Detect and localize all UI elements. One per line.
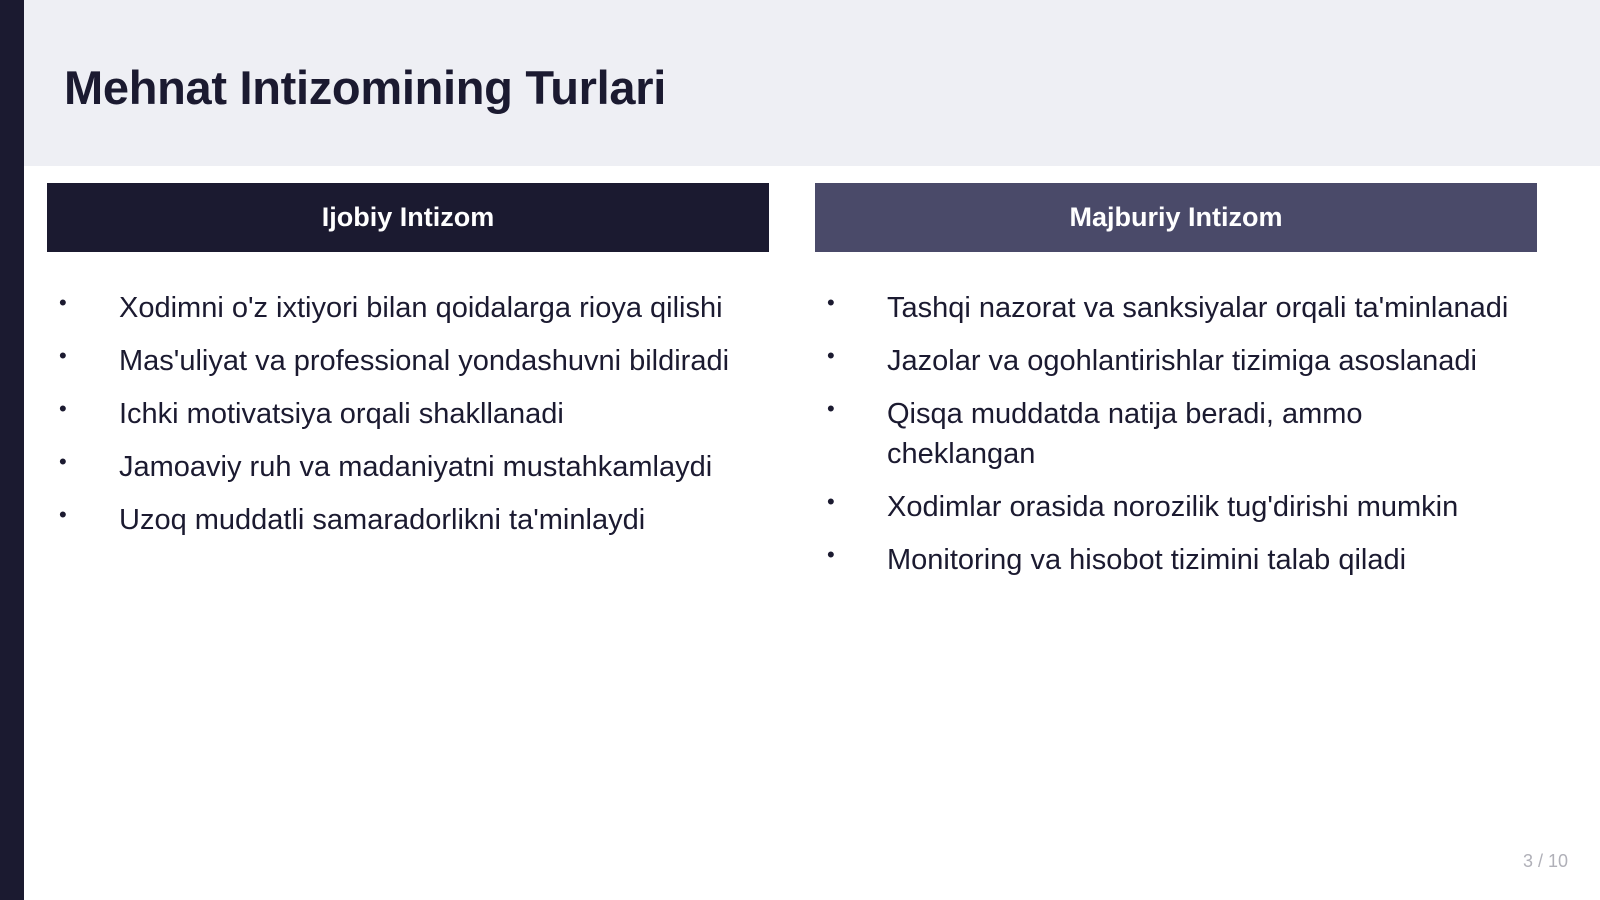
bullet-list-positive — [57, 288, 747, 553]
column-header-label: Ijobiy Intizom — [321, 202, 495, 232]
bullet-icon: • — [827, 489, 835, 514]
list-item-text: Qisqa muddatda natija beradi, ammo cheklangan — [887, 398, 1363, 470]
list-item-text: Jazolar va ogohlantirishlar tizimiga asoslanadi — [887, 345, 1477, 377]
list-item-text: Mas'uliyat va professional yondashuvni bildiradi — [119, 345, 730, 377]
list-item-text: Jamoaviy ruh va madaniyatni mustahkamlaydi — [119, 451, 713, 483]
list-item-text: Ichki motivatsiya orqali shakllanadi — [119, 398, 564, 430]
bullet-icon: • — [59, 290, 67, 315]
bullet-list-mandatory — [825, 288, 1515, 593]
list-item-text: Monitoring va hisobot tizimini talab qiladi — [887, 544, 1407, 576]
slide-title: Mehnat Intizomining Turlari — [64, 61, 667, 114]
bullet-icon: • — [827, 396, 835, 421]
left-accent-bar — [0, 0, 24, 900]
list-item — [57, 500, 747, 540]
list-item — [57, 341, 747, 381]
list-item — [825, 394, 1515, 474]
bullet-icon: • — [59, 343, 67, 368]
bullet-icon: • — [827, 542, 835, 567]
list-item-text: Xodimlar orasida norozilik tug'dirishi mumkin — [887, 491, 1459, 523]
bullet-icon: • — [827, 290, 835, 315]
list-item — [825, 487, 1515, 527]
bullet-icon: • — [827, 343, 835, 368]
column-header-positive — [47, 183, 769, 252]
column-header-mandatory — [815, 183, 1537, 252]
list-item — [57, 288, 747, 328]
list-item-text: Uzoq muddatli samaradorlikni ta'minlaydi — [119, 504, 646, 536]
list-item — [825, 540, 1515, 580]
bullet-icon: • — [59, 396, 67, 421]
column-header-label: Majburiy Intizom — [1069, 202, 1283, 232]
list-item-text: Tashqi nazorat va sanksiyalar orqali ta'minlanadi — [887, 292, 1509, 324]
list-item-text: Xodimni o'z ixtiyori bilan qoidalarga rioya qilishi — [119, 292, 723, 324]
bullet-icon: • — [59, 449, 67, 474]
bullet-icon: • — [59, 502, 67, 527]
list-item — [825, 341, 1515, 381]
list-item — [57, 394, 747, 434]
list-item — [57, 447, 747, 487]
page-number: 3 / 10 — [1522, 851, 1568, 871]
list-item — [825, 288, 1515, 328]
